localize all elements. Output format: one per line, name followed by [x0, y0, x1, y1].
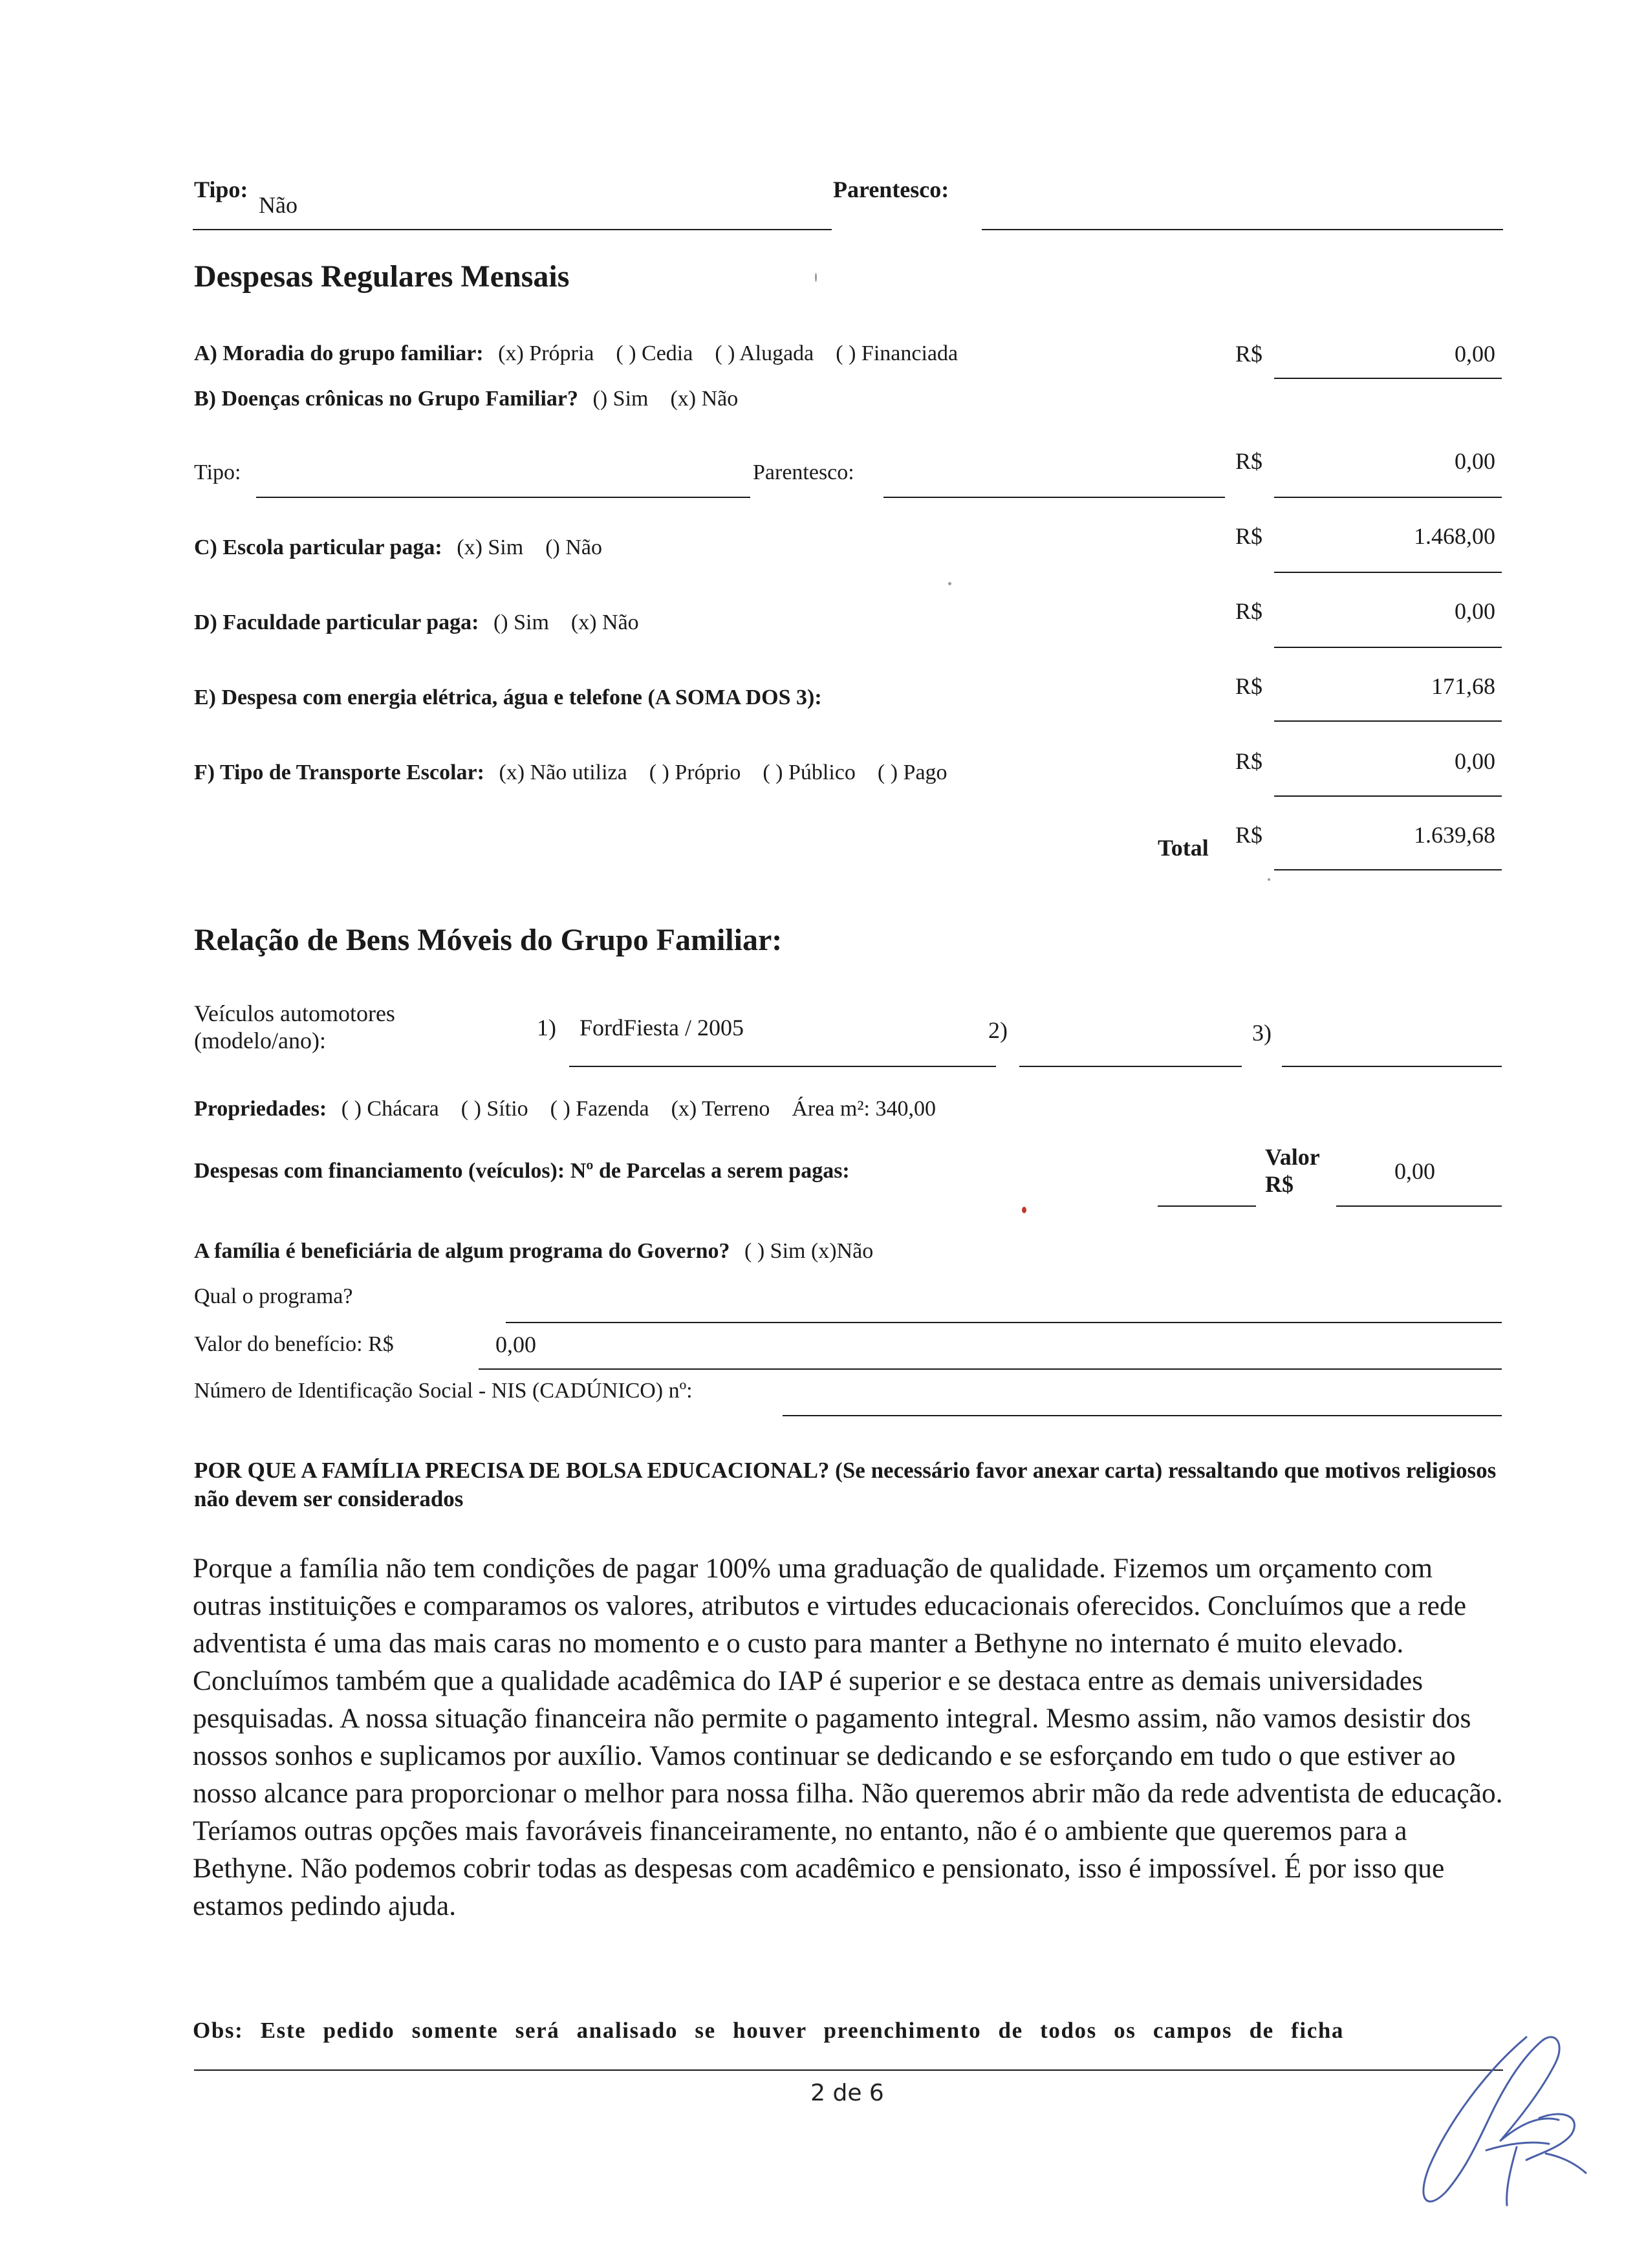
faculdade-label: D) Faculdade particular paga:	[194, 610, 479, 634]
veiculo-3-number: 3)	[1252, 1020, 1272, 1046]
veiculo-1-underline	[569, 1066, 996, 1067]
scan-speck	[1022, 1207, 1026, 1213]
escola-value[interactable]: 1.468,00	[1414, 523, 1495, 549]
propriedades-row	[194, 1097, 936, 1121]
qual-programa-underline[interactable]	[506, 1322, 1502, 1323]
programa-options[interactable]: ( ) Sim (x)Não	[744, 1239, 874, 1263]
financiamento-parcelas-underline[interactable]	[1158, 1205, 1256, 1207]
financiamento-value-underline	[1336, 1205, 1502, 1207]
programa-row	[194, 1239, 873, 1264]
parentesco-label: Parentesco:	[833, 177, 949, 202]
valor-beneficio-label: Valor do benefício: R$	[194, 1332, 394, 1356]
obs-underline	[194, 2069, 1503, 2071]
faculdade-options[interactable]: () Sim (x) Não	[493, 610, 639, 634]
financiamento-value[interactable]: 0,00	[1394, 1158, 1435, 1184]
justificativa-question: POR QUE A FAMÍLIA PRECISA DE BOLSA EDUCACIONAL? (Se necessário favor anexar carta) ressaltando que motivos religiosos não devem ser considerados	[194, 1458, 1497, 1511]
veiculo-1-value[interactable]: FordFiesta / 2005	[579, 1015, 744, 1041]
faculdade-currency: R$	[1235, 598, 1263, 624]
valor-beneficio-value[interactable]: 0,00	[495, 1332, 536, 1357]
financiamento-label: Despesas com financiamento (veículos): Nº de Parcelas a serem pagas:	[194, 1159, 850, 1183]
veiculo-2-underline	[1019, 1066, 1242, 1067]
transporte-label: F) Tipo de Transporte Escolar:	[194, 761, 484, 784]
veiculos-label-line1: Veículos automotores	[194, 1000, 395, 1026]
bens-heading: Relação de Bens Móveis do Grupo Familiar:	[194, 923, 783, 957]
energia-value[interactable]: 171,68	[1431, 673, 1495, 699]
veiculo-2-number: 2)	[988, 1017, 1008, 1043]
moradia-label: A) Moradia do grupo familiar:	[194, 341, 484, 365]
veiculo-1-number: 1)	[537, 1015, 556, 1041]
transporte-options[interactable]: (x) Não utiliza ( ) Próprio ( ) Público ( ) Pago	[499, 761, 947, 784]
transporte-currency: R$	[1235, 748, 1263, 774]
tipo-underline	[193, 229, 832, 230]
transporte-underline	[1274, 795, 1502, 797]
obs-note: Obs: Este pedido somente será analisado se houver preenchimento de todos os campos de ficha	[193, 2018, 1345, 2043]
scan-speck	[1268, 878, 1270, 881]
scan-speck	[815, 273, 817, 282]
doencas-value[interactable]: 0,00	[1455, 448, 1495, 474]
moradia-value[interactable]: 0,00	[1455, 341, 1495, 367]
parentesco-underline	[982, 229, 1503, 230]
veiculos-label-line2: (modelo/ano):	[194, 1028, 326, 1053]
justificativa-answer[interactable]: Porque a família não tem condições de pagar 100% uma graduação de qualidade. Fizemos um orçamento com outras instituições e comparamos os valores, atributos e virtudes educacionais oferecidos. Concluímos que a rede adventista é uma das mais caras no momento e o custo para manter a Bethyne no internato é muito elevado. Concluímos também que a qualidade acadêmica do IAP é superior e se destaca entre as demais universidades pesquisadas. A nossa situação financeira não permite o pagamento integral. Mesmo assim, não vamos desistir dos nossos sonhos e suplicamos por auxílio. Vamos continuar se dedicando e se esforçando em tudo o que estiver ao nosso alcance para proporcionar o melhor para nossa filha. Não queremos abrir mão da rede adventista de educação. Teríamos outras opções mais favoráveis financeiramente, no entanto, não é o ambiente que queremos para a Bethyne. Não podemos cobrir todas as despesas com acadêmico e pensionato, isso é impossível. É por isso que estamos pedindo ajuda.	[193, 1553, 1503, 1921]
energia-underline	[1274, 720, 1502, 722]
total-underline	[1274, 869, 1502, 870]
veiculo-3-underline	[1282, 1066, 1502, 1067]
moradia-row	[194, 341, 958, 366]
energia-label: E) Despesa com energia elétrica, água e telefone (A SOMA DOS 3):	[194, 686, 822, 709]
escola-options[interactable]: (x) Sim () Não	[457, 535, 602, 559]
escola-underline	[1274, 572, 1502, 573]
programa-label: A família é beneficiária de algum programa do Governo?	[194, 1239, 730, 1263]
escola-currency: R$	[1235, 523, 1263, 549]
doencas-row	[194, 387, 738, 411]
doencas-underline	[1274, 497, 1502, 498]
valor-label-line1: Valor	[1265, 1144, 1320, 1170]
transporte-row	[194, 761, 947, 785]
propriedades-options[interactable]: ( ) Chácara ( ) Sítio ( ) Fazenda (x) Terreno Área m²: 340,00	[341, 1097, 936, 1121]
doencas-currency: R$	[1235, 448, 1263, 474]
doencas-options[interactable]: () Sim (x) Não	[592, 387, 739, 411]
faculdade-underline	[1274, 647, 1502, 648]
signature-initials	[1410, 2011, 1604, 2244]
faculdade-value[interactable]: 0,00	[1455, 598, 1495, 624]
transporte-value[interactable]: 0,00	[1455, 748, 1495, 774]
moradia-currency: R$	[1235, 341, 1263, 367]
propriedades-label: Propriedades:	[194, 1097, 327, 1121]
total-currency: R$	[1235, 822, 1263, 848]
total-value[interactable]: 1.639,68	[1414, 822, 1495, 848]
faculdade-row	[194, 610, 639, 635]
tipo-label: Tipo:	[194, 177, 248, 202]
total-label: Total	[1158, 835, 1209, 861]
scan-speck	[948, 582, 951, 585]
despesas-heading: Despesas Regulares Mensais	[194, 259, 570, 294]
doencas-tipo-underline	[256, 497, 750, 498]
doencas-parentesco-label: Parentesco:	[753, 460, 854, 484]
valor-label-line2: R$	[1265, 1171, 1294, 1197]
tipo-value[interactable]: Não	[259, 192, 298, 218]
doencas-tipo-label: Tipo:	[194, 460, 241, 484]
qual-programa-label: Qual o programa?	[194, 1284, 353, 1308]
valor-beneficio-underline	[479, 1368, 1502, 1370]
nis-underline[interactable]	[783, 1415, 1502, 1416]
escola-label: C) Escola particular paga:	[194, 535, 442, 559]
doencas-label: B) Doenças crônicas no Grupo Familiar?	[194, 387, 579, 411]
signature-strokes	[1424, 2037, 1586, 2205]
escola-row	[194, 535, 602, 560]
moradia-underline	[1274, 378, 1502, 379]
energia-currency: R$	[1235, 673, 1263, 699]
nis-label: Número de Identificação Social - NIS (CADÚNICO) nº:	[194, 1379, 693, 1403]
doencas-parentesco-underline	[883, 497, 1225, 498]
moradia-options[interactable]: (x) Própria ( ) Cedia ( ) Alugada ( ) Financiada	[498, 341, 958, 365]
page-number: 2 de 6	[810, 2080, 884, 2106]
